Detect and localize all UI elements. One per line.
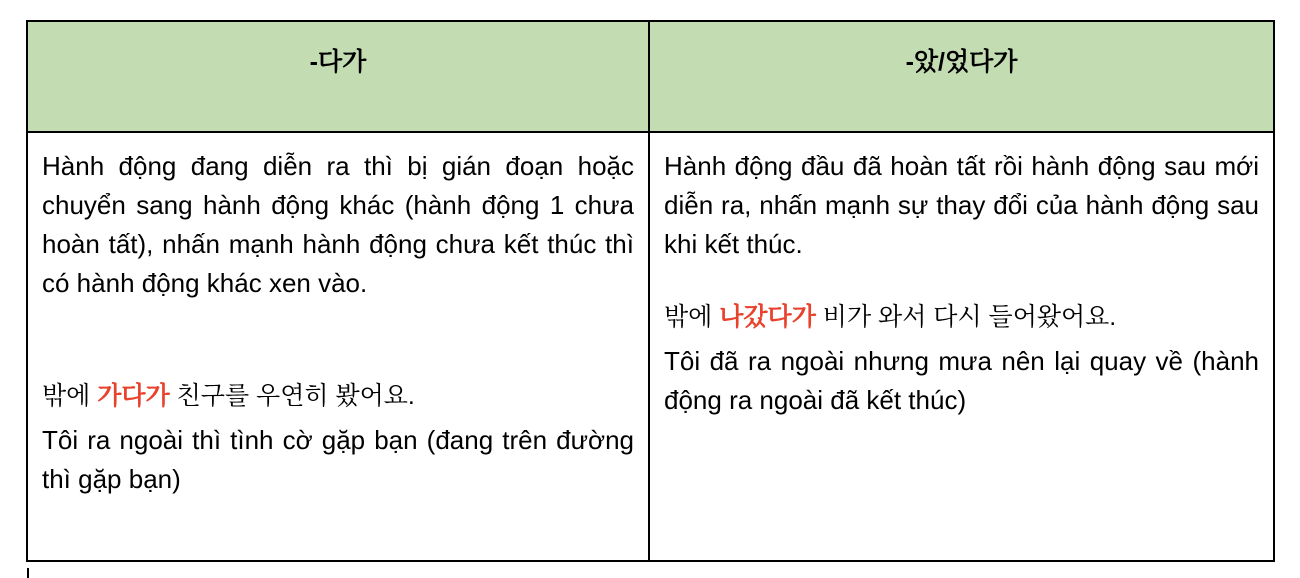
header-left: -다가 bbox=[27, 21, 649, 132]
cell-right bbox=[649, 132, 1274, 561]
right-example-prefix: 밖에 bbox=[664, 303, 720, 331]
content-row bbox=[27, 132, 1274, 561]
left-example-highlight: 가다가 bbox=[97, 382, 170, 410]
right-example-highlight: 나갔다가 bbox=[719, 303, 816, 331]
left-translation: Tôi ra ngoài thì tình cờ gặp bạn (đang trên đường thì gặp bạn) bbox=[42, 425, 634, 494]
grammar-comparison-table bbox=[26, 20, 1275, 562]
cell-left bbox=[27, 132, 649, 561]
right-translation: Tôi đã ra ngoài nhưng mưa nên lại quay về (hành động ra ngoài đã kết thúc) bbox=[664, 346, 1259, 415]
right-example-suffix: 비가 와서 다시 들어왔어요. bbox=[815, 303, 1117, 331]
header-right: -았/었다가 bbox=[649, 21, 1274, 132]
header-row bbox=[27, 21, 1274, 132]
left-example-sentence bbox=[42, 377, 634, 415]
right-description: Hành động đầu đã hoàn tất rồi hành động sau mới diễn ra, nhấn mạnh sự thay đổi của hành động sau khi kết thúc. bbox=[664, 151, 1259, 259]
text-cursor bbox=[27, 568, 29, 578]
right-example-sentence bbox=[664, 298, 1259, 336]
left-example-suffix: 친구를 우연히 봤어요. bbox=[169, 382, 415, 410]
left-example-prefix: 밖에 bbox=[42, 382, 98, 410]
left-description: Hành động đang diễn ra thì bị gián đoạn hoặc chuyển sang hành động khác (hành động 1 chưa hoàn tất), nhấn mạnh hành động chưa kết thúc thì có hành động khác xen vào. bbox=[42, 151, 634, 298]
